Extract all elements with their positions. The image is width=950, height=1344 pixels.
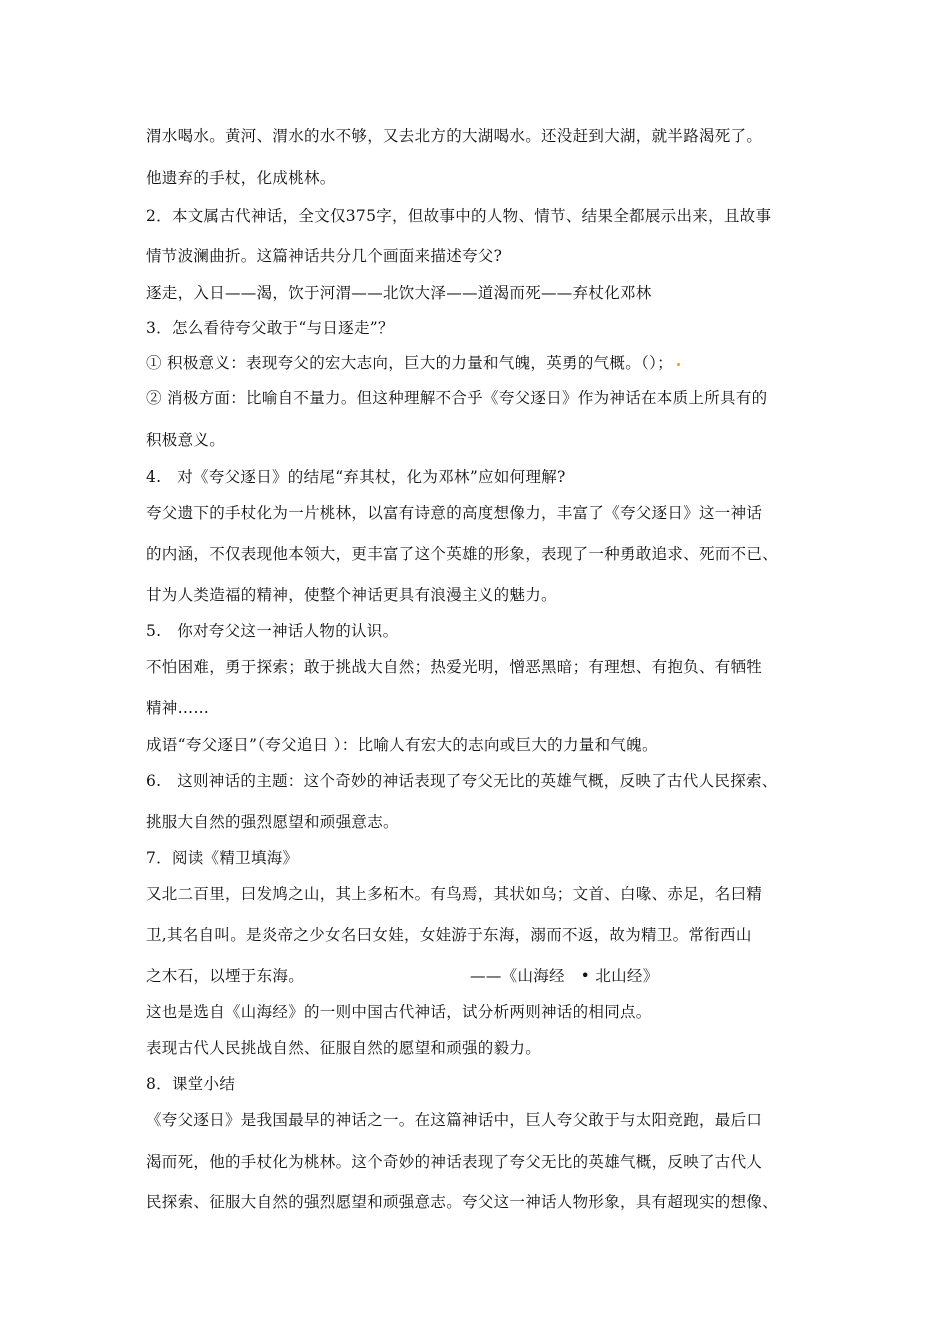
text-line-12: 的内涵，不仅表现他本领大，更丰富了这个英雄的形象，表现了一种勇敢追求、死而不已、 <box>146 545 779 563</box>
text-line-11: 夸父遗下的手杖化为一片桃林，以富有诗意的高度想像力，丰富了《夸父逐日》这一神话 <box>146 504 763 522</box>
text-line-20: 7．阅读《精卫填海》 <box>146 849 299 867</box>
text-line-26: 8．课堂小结 <box>146 1075 236 1093</box>
text-line-29: 民探索、征服大自然的强烈愿望和顽强意志。夸父这一神话人物形象，具有超现实的想像、 <box>146 1193 779 1211</box>
text-line-2: 他遗弃的手杖，化成桃林。 <box>146 169 336 187</box>
text-line-7 <box>146 353 826 373</box>
text-line-1: 渭水喝水。黄河、渭水的水不够，又去北方的大湖喝水。还没赶到大湖，就半路渴死了。 <box>146 127 763 145</box>
text-line-13: 甘为人类造福的精神，使整个神话更具有浪漫主义的魅力。 <box>146 586 557 604</box>
text-line-16: 精神…… <box>146 699 210 717</box>
text-line-19: 挑服大自然的强烈愿望和顽强意志。 <box>146 813 399 831</box>
text-line-10: 4. 对《夸父逐日》的结尾“弃其杖，化为邓林”应如何理解? <box>146 468 566 486</box>
text-line-18: 6. 这则神话的主题：这个奇妙的神话表现了夸父无比的英雄气概，反映了古代人民探索、 <box>146 772 778 790</box>
text-line-4: 情节波澜曲折。这篇神话共分几个画面来描述夸父? <box>146 247 503 265</box>
text-line-3: 2．本文属古代神话，全文仅375字，但故事中的人物、情节、结果全都展示出来，且故事 <box>146 207 772 225</box>
text-line-22: 卫,其名自叫。是炎帝之少女名曰女娃，女娃游于东海，溺而不返，故为精卫。常衔西山 <box>146 926 752 944</box>
text-line-6: 3．怎么看待夸父敢于“与日逐走”？ <box>146 319 394 337</box>
text-line-14: 5. 你对夸父这一神话人物的认识。 <box>146 622 399 640</box>
text-line-7-content: ① 积极意义：表现夸父的宏大志向，巨大的力量和气魄，英勇的气概。（）； <box>146 354 673 372</box>
text-line-5: 逐走，入日——渴，饮于河渭——北饮大泽——道渴而死——弃杖化邓林 <box>146 284 652 302</box>
text-line-25: 表现古代人民挑战自然、征服自然的愿望和顽强的毅力。 <box>146 1039 542 1057</box>
text-line-27: 《夸父逐日》是我国最早的神话之一。在这篇神话中，巨人夸父敢于与太阳竞跑，最后口 <box>146 1111 763 1129</box>
text-line-15: 不怕困难，勇于探索；敢于挑战大自然；热爱光明，憎恶黑暗；有理想、有抱负、有牺牲 <box>146 658 763 676</box>
text-line-23: 之木石，以堙于东海。 ——《山海经 • 北山经》 <box>146 967 659 985</box>
decorative-dot <box>677 363 680 366</box>
text-line-8: ② 消极方面：比喻自不量力。但这种理解不合乎《夸父逐日》作为神话在本质上所具有的 <box>146 389 768 407</box>
text-line-24: 这也是选自《山海经》的一则中国古代神话，试分析两则神话的相同点。 <box>146 1003 652 1021</box>
text-line-28: 渴而死，他的手杖化为桃林。这个奇妙的神话表现了夸父无比的英雄气概，反映了古代人 <box>146 1153 763 1171</box>
text-line-9: 积极意义。 <box>146 431 226 449</box>
text-line-21: 又北二百里，曰发鸠之山，其上多柘木。有鸟焉，其状如乌；文首、白喙、赤足，名曰精 <box>146 885 763 903</box>
text-line-17: 成语“夸父逐日”（夸父追日 ）：比喻人有宏大的志向或巨大的力量和气魄。 <box>146 736 658 754</box>
